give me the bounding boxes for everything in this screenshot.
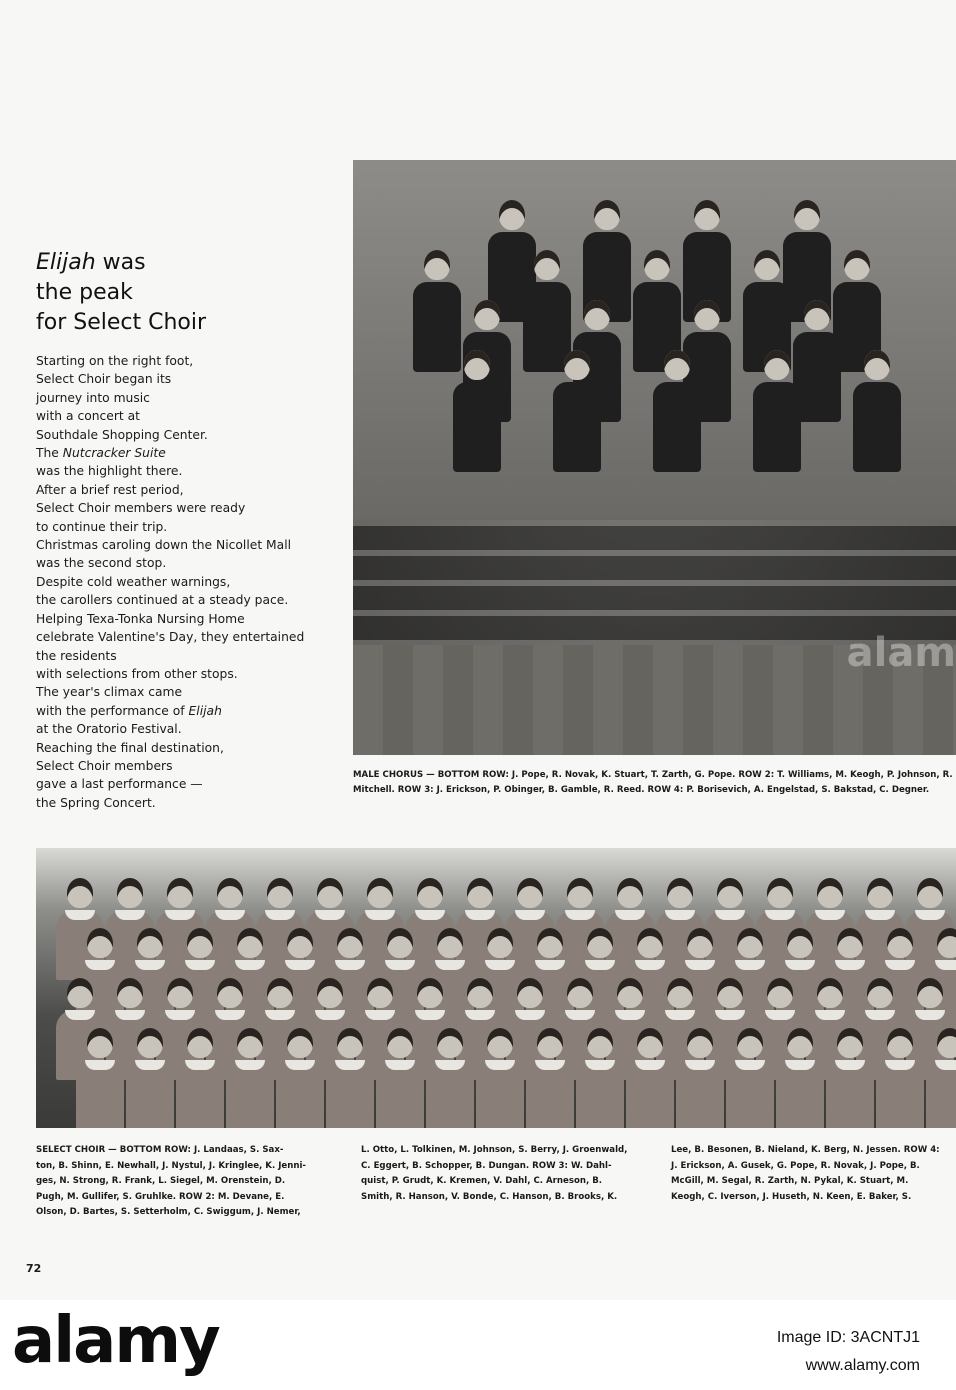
body-line: to continue their trip. bbox=[36, 519, 168, 534]
male-chorus-caption: MALE CHORUS — BOTTOM ROW: J. Pope, R. Novak, K. Stuart, T. Zarth, G. Pope. ROW 2: T. Williams, M. Keogh, P. Johnson, R. Mitchell. ROW 3: J. Erickson, P. Obinger, B. Gamble, R. Reed. ROW 4: P. Borisevich, A. Engelstad, S. Bakstad, C. Degner. bbox=[353, 770, 953, 795]
caption-line: Keogh, C. Iverson, J. Huseth, N. Keen, E. Baker, S. bbox=[671, 1191, 912, 1202]
body-line: with selections from other stops. bbox=[36, 666, 238, 681]
body-line: with a concert at bbox=[36, 409, 140, 424]
headline-line3: for Select Choir bbox=[36, 310, 207, 335]
caption-line: J. Erickson, A. Gusek, G. Pope, R. Novak, J. Pope, B. bbox=[671, 1160, 920, 1171]
body-line: Helping Texa-Tonka Nursing Home bbox=[36, 611, 245, 626]
choir-member bbox=[276, 1028, 324, 1128]
caption-line: McGill, M. Segal, R. Zarth, N. Pykal, K. Stuart, M. bbox=[671, 1176, 909, 1186]
select-choir-caption-col1 bbox=[36, 1143, 316, 1221]
caption-line: Smith, R. Hanson, V. Bonde, C. Hanson, B. Brooks, K. bbox=[361, 1191, 618, 1202]
body-line: The year's climax came bbox=[36, 685, 183, 700]
male-chorus-photo bbox=[353, 160, 956, 755]
caption-line: ges, N. Strong, R. Frank, L. Siegel, M. Orenstein, D. bbox=[36, 1176, 286, 1186]
choir-member bbox=[526, 1028, 574, 1128]
choir-member bbox=[176, 1028, 224, 1128]
choir-member bbox=[676, 1028, 724, 1128]
choir-member bbox=[426, 1028, 474, 1128]
body-line: journey into music bbox=[36, 390, 150, 405]
alamy-logo: alamy bbox=[12, 1304, 219, 1378]
choir-member bbox=[76, 1028, 124, 1128]
caption-line: C. Eggert, B. Schopper, B. Dungan. ROW 3: W. Dahl- bbox=[361, 1160, 612, 1171]
body-line: at the Oratorio Festival. bbox=[36, 722, 182, 737]
body-line bbox=[36, 444, 346, 462]
body-line: Reaching the final destination, bbox=[36, 740, 224, 755]
watermark: alam bbox=[846, 630, 956, 676]
caption-line: ton, B. Shinn, E. Newhall, J. Nystul, J. Kringlee, K. Jenni- bbox=[36, 1160, 306, 1171]
choir-member bbox=[126, 1028, 174, 1128]
headline-line2: the peak bbox=[36, 280, 133, 305]
chorus-member bbox=[853, 350, 901, 472]
body-line: Select Choir members were ready bbox=[36, 501, 246, 516]
page-number: 72 bbox=[26, 1262, 42, 1275]
choir-member bbox=[476, 1028, 524, 1128]
choir-member bbox=[626, 1028, 674, 1128]
body-line bbox=[36, 702, 346, 720]
chorus-member bbox=[553, 350, 601, 472]
caption-line: Olson, D. Bartes, S. Setterholm, C. Swiggum, J. Nemer, bbox=[36, 1207, 301, 1217]
body-line: the carollers continued at a steady pace. bbox=[36, 593, 289, 608]
body-line: the residents bbox=[36, 648, 117, 663]
body-line: gave a last performance — bbox=[36, 777, 203, 792]
select-choir-photo bbox=[36, 848, 956, 1128]
body-line: the Spring Concert. bbox=[36, 795, 156, 810]
article-body bbox=[36, 352, 346, 812]
choir-member bbox=[776, 1028, 824, 1128]
chorus-member bbox=[653, 350, 701, 472]
choir-member bbox=[376, 1028, 424, 1128]
nutcracker-title: Nutcracker Suite bbox=[62, 446, 166, 461]
caption-line: Lee, B. Besonen, B. Nieland, K. Berg, N. Jessen. ROW 4: bbox=[671, 1145, 940, 1155]
caption-line: quist, P. Grudt, K. Kremen, V. Dahl, C. Arneson, B. bbox=[361, 1176, 603, 1186]
body-line: Select Choir began its bbox=[36, 372, 172, 387]
body-line: Despite cold weather warnings, bbox=[36, 574, 231, 589]
caption-line: Pugh, M. Gullifer, S. Gruhlke. ROW 2: M. Devane, E. bbox=[36, 1191, 285, 1202]
caption-line: L. Otto, L. Tolkinen, M. Johnson, S. Berry, J. Groenwald, bbox=[361, 1145, 628, 1155]
body-line: Starting on the right foot, bbox=[36, 354, 194, 368]
choir-member bbox=[226, 1028, 274, 1128]
body-line: Christmas caroling down the Nicollet Mall bbox=[36, 538, 292, 553]
body-line: After a brief rest period, bbox=[36, 482, 184, 497]
image-id: Image ID: 3ACNTJ1 bbox=[776, 1329, 920, 1346]
select-choir-caption-col2 bbox=[361, 1143, 641, 1205]
headline-italic: Elijah bbox=[36, 250, 96, 275]
stock-url: www.alamy.com bbox=[805, 1357, 920, 1374]
body-line: was the second stop. bbox=[36, 556, 167, 571]
chorus-member bbox=[753, 350, 801, 472]
body-line: Southdale Shopping Center. bbox=[36, 427, 208, 442]
body-text: with the performance of bbox=[36, 703, 189, 718]
article-headline bbox=[36, 248, 336, 338]
body-line: was the highlight there. bbox=[36, 464, 183, 479]
body-text: The bbox=[36, 446, 63, 461]
body-line: Select Choir members bbox=[36, 758, 173, 773]
choir-member bbox=[826, 1028, 874, 1128]
choir-member bbox=[726, 1028, 774, 1128]
choir-member bbox=[576, 1028, 624, 1128]
headline-line1: was bbox=[95, 250, 146, 275]
select-choir-caption-col3 bbox=[671, 1143, 953, 1205]
choir-member bbox=[326, 1028, 374, 1128]
chorus-member bbox=[453, 350, 501, 472]
elijah-title: Elijah bbox=[188, 703, 222, 718]
caption-line: SELECT CHOIR — BOTTOM ROW: J. Landaas, S. Sax- bbox=[36, 1145, 284, 1155]
body-line: celebrate Valentine's Day, they entertained bbox=[36, 630, 305, 645]
choir-member bbox=[926, 1028, 956, 1128]
choir-member bbox=[876, 1028, 924, 1128]
